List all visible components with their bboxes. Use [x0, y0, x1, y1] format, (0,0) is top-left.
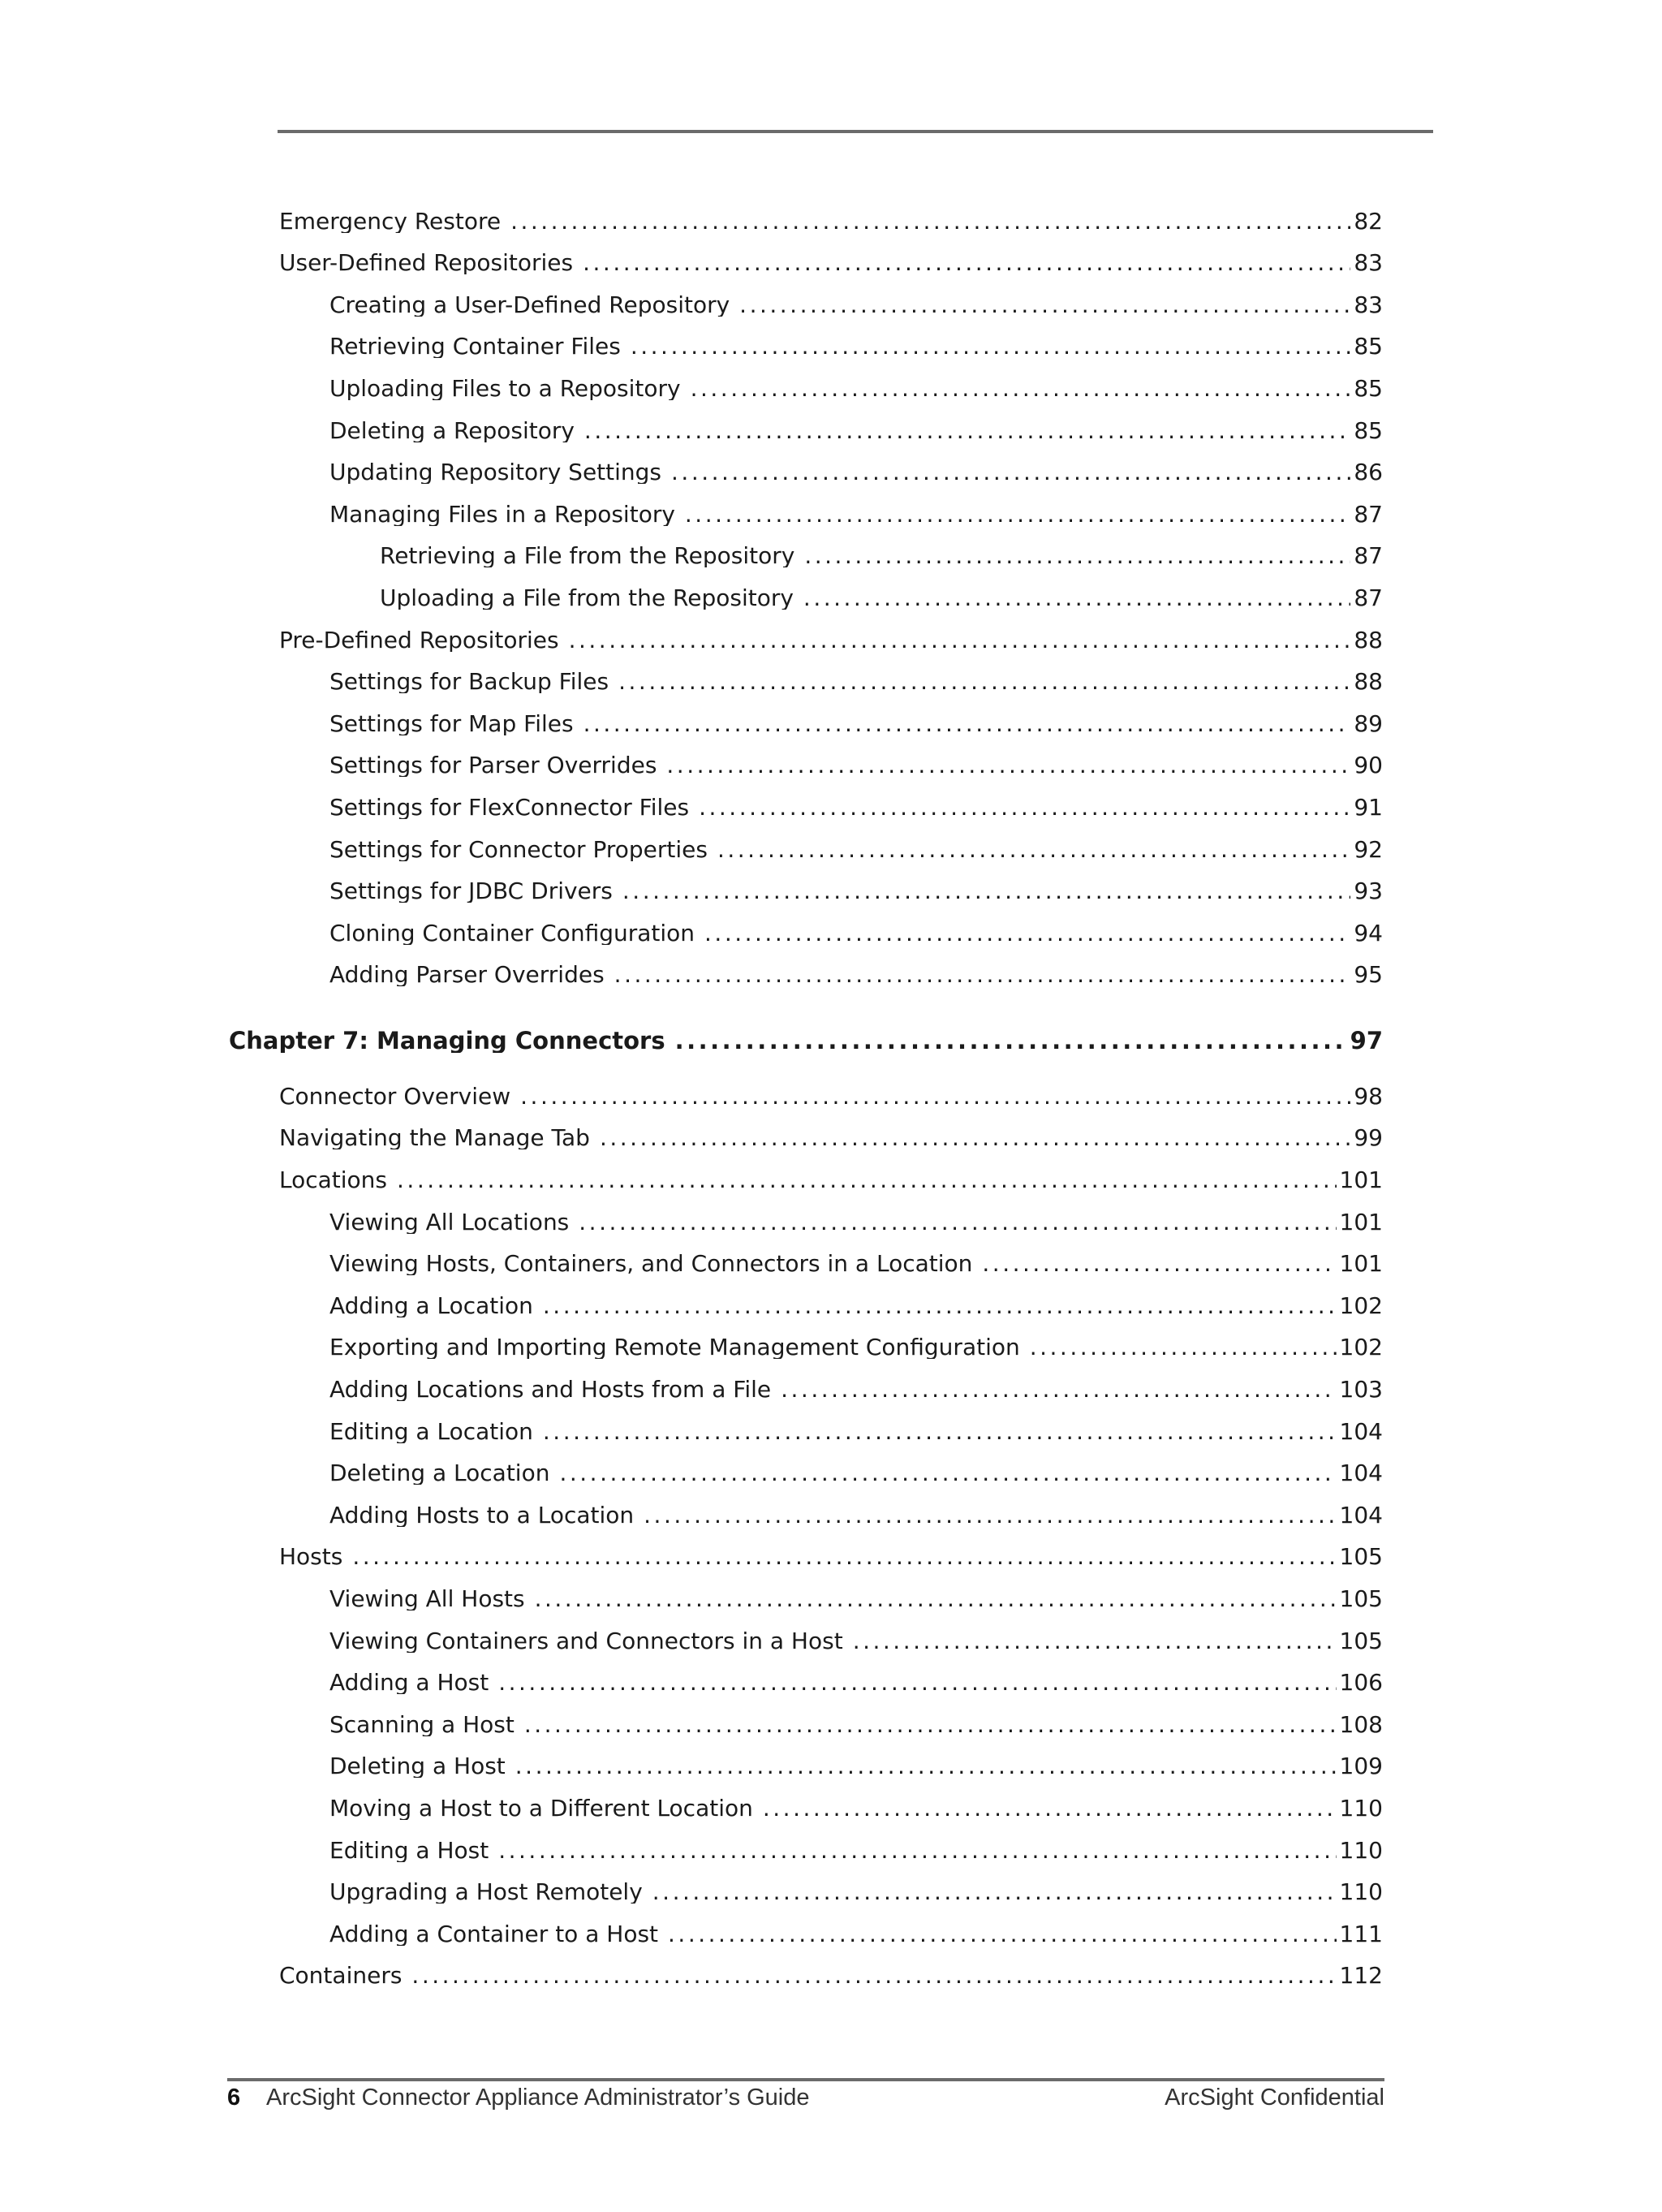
table-of-contents	[229, 191, 1383, 1987]
dot-leader	[804, 545, 1350, 567]
toc-entry-title: Updating Repository Settings	[329, 461, 671, 484]
dot-leader	[584, 420, 1350, 442]
toc-entry-page-number: 109	[1337, 1755, 1383, 1778]
footer-page-number: 6	[227, 2085, 241, 2111]
toc-entry-page-number: 101	[1337, 1253, 1383, 1275]
toc-entry-page-number: 92	[1350, 839, 1383, 861]
dot-leader	[675, 1029, 1347, 1053]
toc-entry-title: Editing a Host	[329, 1839, 498, 1862]
toc-entry-title: Adding a Container to a Host	[329, 1923, 668, 1946]
toc-entry-page-number: 90	[1350, 754, 1383, 777]
toc-entry[interactable]	[229, 442, 1383, 485]
toc-entry-page-number: 91	[1350, 796, 1383, 819]
toc-entry-title: Settings for FlexConnector Files	[329, 796, 699, 819]
toc-entry-title: Adding a Host	[329, 1671, 498, 1694]
toc-entry-page-number: 102	[1337, 1336, 1383, 1359]
toc-entry-page-number: 85	[1350, 420, 1383, 442]
dot-leader	[739, 294, 1350, 317]
dot-leader	[685, 503, 1350, 526]
toc-entry[interactable]	[229, 1568, 1383, 1610]
toc-entry[interactable]	[229, 861, 1383, 903]
toc-entry-title: Managing Files in a Repository	[329, 503, 685, 526]
toc-entry-title: Deleting a Location	[329, 1462, 559, 1485]
dot-leader	[1030, 1336, 1337, 1359]
toc-entry-title: User-Defined Repositories	[279, 252, 583, 274]
toc-entry[interactable]	[229, 317, 1383, 359]
toc-entry[interactable]	[229, 903, 1383, 945]
toc-entry[interactable]	[229, 1610, 1383, 1653]
toc-entry-title: Settings for JDBC Drivers	[329, 880, 622, 903]
dot-leader	[666, 754, 1350, 777]
toc-entry[interactable]	[229, 693, 1383, 735]
toc-entry-page-number: 82	[1350, 210, 1383, 233]
toc-entry-page-number: 83	[1350, 252, 1383, 274]
toc-entry-page-number: 93	[1350, 880, 1383, 903]
dot-leader	[644, 1504, 1336, 1527]
toc-entry-title: Settings for Parser Overrides	[329, 754, 666, 777]
toc-entry-page-number: 105	[1337, 1546, 1383, 1568]
toc-entry-page-number: 103	[1337, 1378, 1383, 1401]
toc-entry-title: Navigating the Manage Tab	[279, 1127, 600, 1149]
toc-entry-page-number: 101	[1337, 1211, 1383, 1234]
toc-entry[interactable]	[229, 1234, 1383, 1276]
toc-entry-page-number: 106	[1337, 1671, 1383, 1694]
dot-leader	[652, 1881, 1337, 1904]
toc-entry[interactable]	[229, 358, 1383, 400]
toc-entry-title: Adding Parser Overrides	[329, 964, 614, 986]
dot-leader	[691, 377, 1351, 400]
toc-entry[interactable]	[229, 1527, 1383, 1569]
toc-entry-title: Pre-Defined Repositories	[279, 629, 569, 652]
toc-entry[interactable]	[229, 777, 1383, 819]
toc-entry-page-number: 98	[1350, 1085, 1383, 1108]
toc-entry-title: Retrieving Container Files	[329, 335, 631, 358]
dot-leader	[583, 252, 1350, 274]
page-footer	[227, 2085, 1384, 2117]
dot-leader	[510, 210, 1350, 233]
dot-leader	[704, 922, 1350, 945]
toc-entry[interactable]	[229, 274, 1383, 317]
toc-entry-title: Scanning a Host	[329, 1714, 524, 1736]
toc-entry-page-number: 86	[1350, 461, 1383, 484]
dot-leader	[618, 670, 1350, 693]
toc-entry[interactable]	[229, 1736, 1383, 1779]
toc-entry-title: Adding a Location	[329, 1295, 543, 1317]
toc-entry-title: Uploading a File from the Repository	[380, 587, 803, 610]
toc-entry-page-number: 83	[1350, 294, 1383, 317]
toc-entry[interactable]	[229, 1359, 1383, 1401]
toc-entry[interactable]	[229, 1443, 1383, 1485]
toc-entry-page-number: 104	[1337, 1421, 1383, 1443]
toc-entry-title: Uploading Files to a Repository	[329, 377, 691, 400]
toc-entry-page-number: 102	[1337, 1295, 1383, 1317]
dot-leader	[614, 964, 1351, 986]
toc-entry-page-number: 108	[1337, 1714, 1383, 1736]
toc-entry[interactable]	[229, 1904, 1383, 1946]
dot-leader	[543, 1295, 1337, 1317]
dot-leader	[520, 1085, 1350, 1108]
toc-entry-page-number: 89	[1350, 713, 1383, 735]
toc-entry-page-number: 88	[1350, 629, 1383, 652]
dot-leader	[515, 1755, 1337, 1778]
toc-entry-title: Editing a Location	[329, 1421, 543, 1443]
dot-leader	[600, 1127, 1350, 1149]
toc-entry-title: Deleting a Host	[329, 1755, 515, 1778]
dot-leader	[781, 1378, 1336, 1401]
toc-entry[interactable]	[229, 400, 1383, 442]
dot-leader	[397, 1169, 1337, 1192]
toc-entry-title: Creating a User-Defined Repository	[329, 294, 739, 317]
toc-entry-title: Adding Locations and Hosts from a File	[329, 1378, 781, 1401]
toc-entry[interactable]	[229, 1694, 1383, 1736]
toc-entry[interactable]	[229, 945, 1383, 987]
dot-leader	[524, 1714, 1337, 1736]
toc-entry-page-number: 85	[1350, 335, 1383, 358]
toc-entry[interactable]	[229, 1653, 1383, 1695]
toc-entry[interactable]	[229, 1401, 1383, 1443]
toc-entry-title: Emergency Restore	[279, 210, 510, 233]
dot-leader	[853, 1630, 1337, 1653]
toc-entry[interactable]	[229, 1862, 1383, 1904]
toc-entry[interactable]	[229, 1485, 1383, 1527]
toc-entry[interactable]	[229, 1946, 1383, 1988]
toc-entry[interactable]	[229, 1149, 1383, 1192]
toc-entry-title: Hosts	[279, 1546, 352, 1568]
toc-entry-title: Settings for Connector Properties	[329, 839, 717, 861]
toc-entry-page-number: 87	[1350, 503, 1383, 526]
dot-leader	[569, 629, 1351, 652]
dot-leader	[668, 1923, 1337, 1946]
toc-entry[interactable]	[229, 610, 1383, 652]
toc-entry[interactable]	[229, 652, 1383, 694]
toc-entry-title: Settings for Backup Files	[329, 670, 618, 693]
toc-entry-title: Settings for Map Files	[329, 713, 583, 735]
toc-entry-page-number: 101	[1337, 1169, 1383, 1192]
toc-entry-page-number: 105	[1337, 1588, 1383, 1610]
toc-entry-title: Moving a Host to a Different Location	[329, 1797, 763, 1820]
dot-leader	[982, 1253, 1336, 1275]
dot-leader	[352, 1546, 1336, 1568]
toc-entry[interactable]	[229, 819, 1383, 861]
dot-leader	[763, 1797, 1337, 1820]
dot-leader	[699, 796, 1350, 819]
toc-entry-page-number: 88	[1350, 670, 1383, 693]
footer-rule	[227, 2078, 1384, 2081]
toc-entry-page-number: 87	[1350, 587, 1383, 610]
dot-leader	[559, 1462, 1336, 1485]
toc-entry[interactable]	[229, 1108, 1383, 1150]
toc-entry[interactable]	[229, 1275, 1383, 1317]
dot-leader	[583, 713, 1351, 735]
toc-entry-page-number: 111	[1337, 1923, 1383, 1946]
dot-leader	[498, 1671, 1336, 1694]
toc-entry[interactable]	[229, 484, 1383, 526]
dot-leader	[579, 1211, 1336, 1234]
toc-entry-title: Viewing All Hosts	[329, 1588, 535, 1610]
toc-entry-page-number: 105	[1337, 1630, 1383, 1653]
toc-entry-title: Adding Hosts to a Location	[329, 1504, 644, 1527]
toc-entry-title: Exporting and Importing Remote Management Configuration	[329, 1336, 1030, 1359]
dot-leader	[803, 587, 1350, 610]
toc-entry-title: Upgrading a Host Remotely	[329, 1881, 652, 1904]
toc-entry[interactable]	[229, 1820, 1383, 1862]
toc-entry[interactable]	[229, 735, 1383, 778]
toc-entry[interactable]	[229, 233, 1383, 275]
toc-entry[interactable]	[229, 1066, 1383, 1108]
toc-entry-title: Connector Overview	[279, 1085, 520, 1108]
dot-leader	[717, 839, 1350, 861]
toc-entry[interactable]	[229, 526, 1383, 568]
toc-entry-title: Chapter 7: Managing Connectors	[229, 1029, 675, 1053]
dot-leader	[543, 1421, 1337, 1443]
toc-entry-page-number: 97	[1347, 1029, 1383, 1053]
dot-leader	[631, 335, 1351, 358]
dot-leader	[411, 1964, 1336, 1987]
toc-entry-title: Retrieving a File from the Repository	[380, 545, 804, 567]
dot-leader	[622, 880, 1350, 903]
toc-entry-title: Deleting a Repository	[329, 420, 584, 442]
toc-entry[interactable]	[229, 1317, 1383, 1360]
toc-entry-page-number: 104	[1337, 1462, 1383, 1485]
toc-entry-page-number: 87	[1350, 545, 1383, 567]
toc-entry[interactable]	[229, 567, 1383, 610]
toc-entry-title: Containers	[279, 1964, 411, 1987]
header-rule	[278, 130, 1433, 133]
toc-entry-page-number: 110	[1337, 1881, 1383, 1904]
dot-leader	[535, 1588, 1337, 1610]
toc-entry-page-number: 85	[1350, 377, 1383, 400]
toc-entry-title: Viewing Hosts, Containers, and Connectors in a Location	[329, 1253, 982, 1275]
dot-leader	[671, 461, 1350, 484]
toc-entry-title: Viewing All Locations	[329, 1211, 579, 1234]
toc-entry-page-number: 94	[1350, 922, 1383, 945]
footer-document-title: ArcSight Connector Appliance Administrator’s Guide	[266, 2085, 810, 2111]
toc-entry[interactable]	[229, 1192, 1383, 1234]
toc-entry-title: Cloning Container Configuration	[329, 922, 704, 945]
toc-entry-page-number: 95	[1350, 964, 1383, 986]
toc-entry-title: Viewing Containers and Connectors in a Host	[329, 1630, 853, 1653]
toc-entry-page-number: 104	[1337, 1504, 1383, 1527]
toc-chapter-entry[interactable]	[229, 1011, 1383, 1053]
toc-entry[interactable]	[229, 191, 1383, 233]
toc-entry-page-number: 110	[1337, 1797, 1383, 1820]
dot-leader	[498, 1839, 1336, 1862]
toc-entry-page-number: 112	[1337, 1964, 1383, 1987]
toc-entry-page-number: 99	[1350, 1127, 1383, 1149]
footer-confidential-label: ArcSight Confidential	[1165, 2085, 1384, 2111]
toc-entry-title: Locations	[279, 1169, 397, 1192]
toc-entry[interactable]	[229, 1778, 1383, 1820]
toc-entry-page-number: 110	[1337, 1839, 1383, 1862]
